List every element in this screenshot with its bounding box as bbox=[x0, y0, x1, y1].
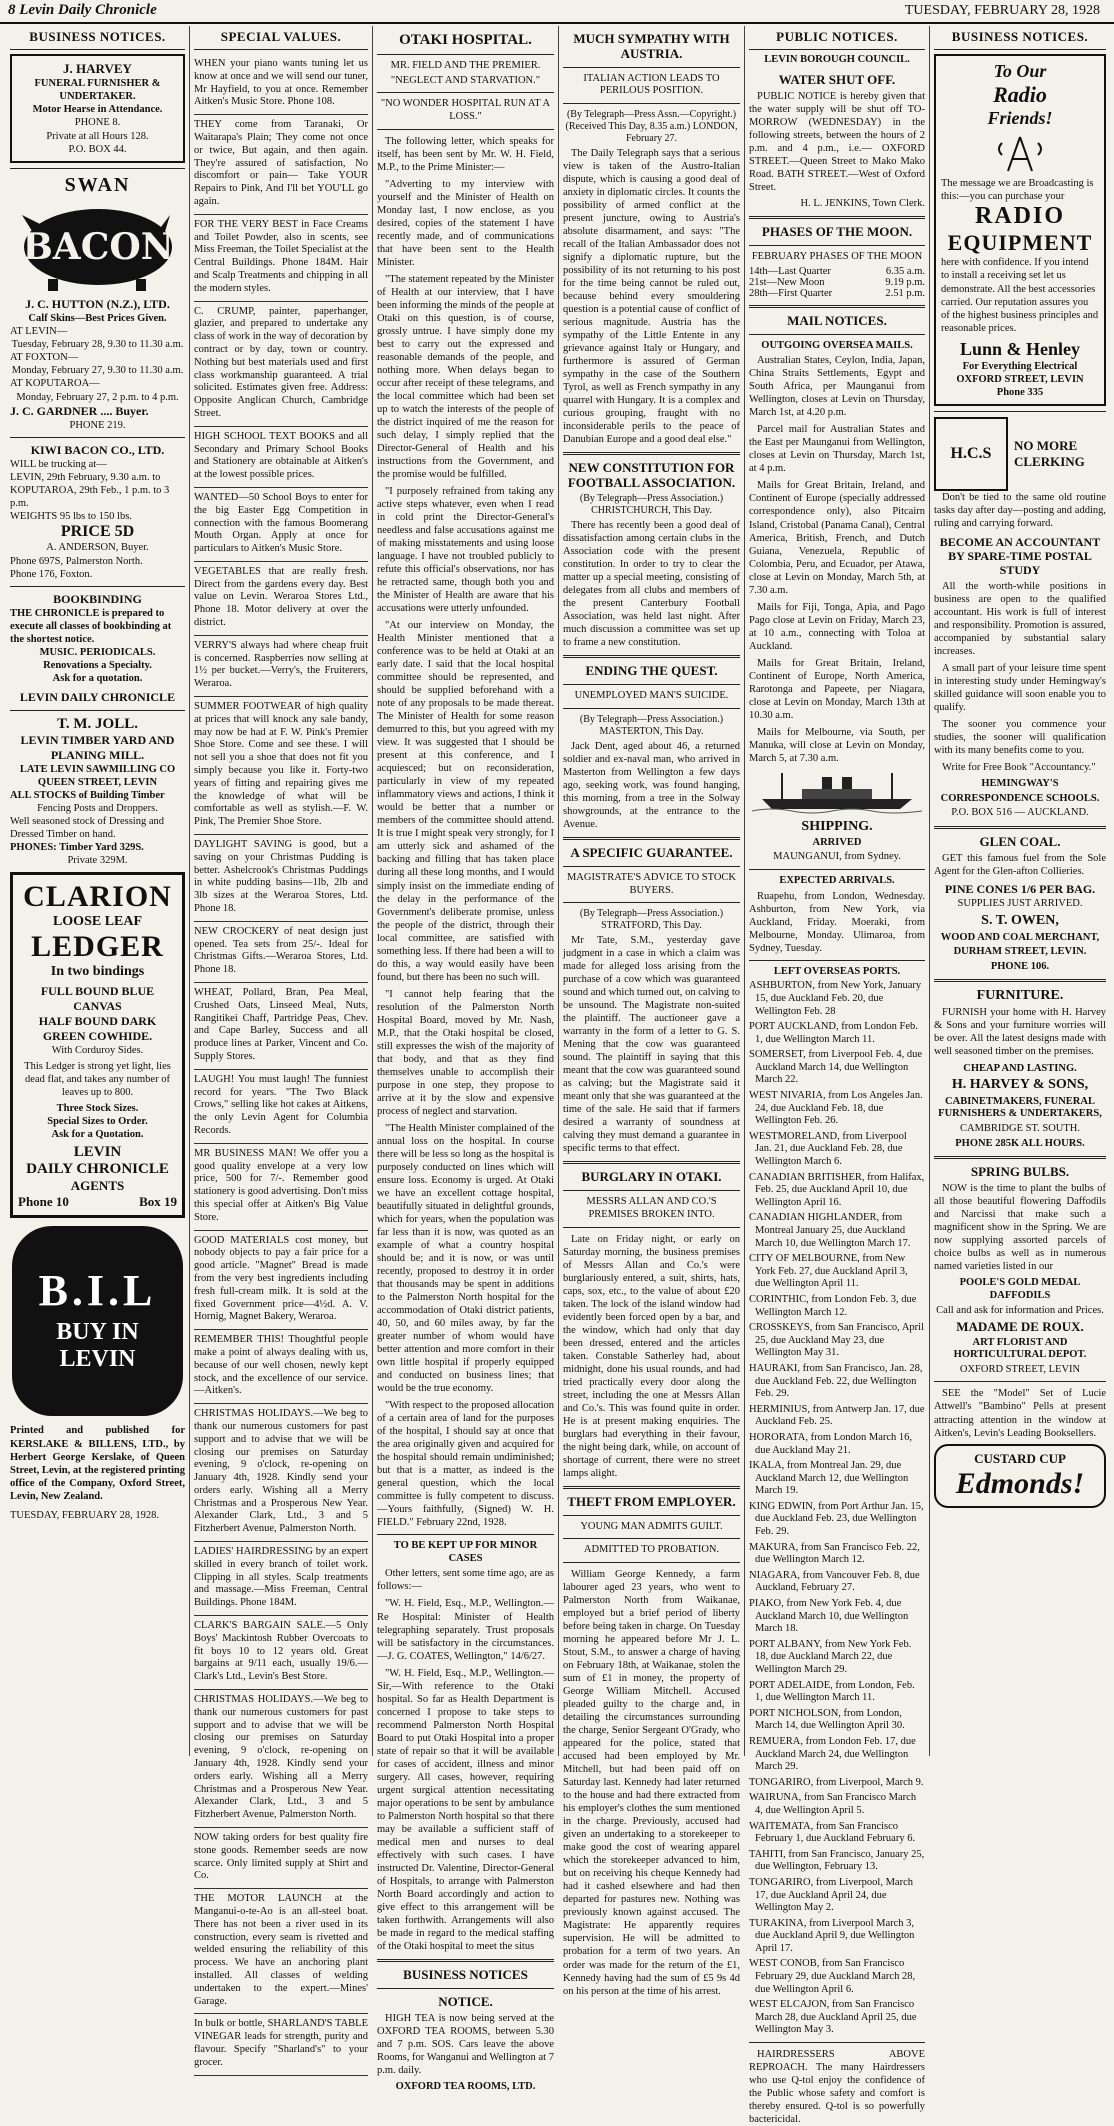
owen-line: S. T. OWEN, bbox=[981, 912, 1059, 928]
hutton-line: Monday, February 27, 9.30 to 11.30 a.m. bbox=[11, 365, 184, 377]
accountant-text bbox=[934, 580, 1106, 774]
masthead-date: TUESDAY, FEBRUARY 28, 1928 bbox=[904, 3, 1100, 18]
cheap-lasting: CHEAP AND LASTING. bbox=[963, 1062, 1077, 1074]
article-subhead: YOUNG MAN ADMITS GUILT. bbox=[580, 1520, 723, 1532]
radio-line: Friends! bbox=[987, 108, 1053, 128]
columns bbox=[6, 26, 1110, 2126]
mail-sub: OUTGOING OVERSEA MAILS. bbox=[761, 339, 913, 351]
notice-text: HIGH TEA is now being served at the OXFORD TEA ROOMS, between 5.30 and 7 p.m. SOS. Cars leave the above Rooms, for Wanganui and Wellington at 7 p.m. daily. bbox=[377, 2012, 554, 2076]
joll-line: LATE LEVIN SAWMILLING CO bbox=[19, 763, 176, 775]
bookbinding-sig: LEVIN DAILY CHRONICLE bbox=[19, 689, 176, 704]
ship-item: WEST NIVARIA, from Los Angeles Jan. 24, due Auckland Feb. 18, due Wellington Feb. 26. bbox=[749, 1090, 923, 1127]
hutton-title: J. C. HUTTON (N.Z.), LTD. bbox=[25, 296, 170, 311]
kiwi-line: WILL be trucking at— bbox=[10, 458, 107, 470]
classified-ad: THEY come from Taranaki, Or Waitarapa's Plain; They come not once or twice, But again, and then again. They're assured of satisfaction, No discomfort or pain— Take YOUR Repairs to Pink, And I'll bet YOU'LL go again. bbox=[194, 115, 368, 215]
ship-item: PORT ADELAIDE, from London, Feb. 1, due Wellington March 11. bbox=[749, 1679, 915, 1704]
joll-line: Private 329M. bbox=[67, 855, 128, 867]
hutton-line: AT KOPUTAROA— bbox=[10, 378, 100, 390]
harvey-line: CAMBRIDGE ST. SOUTH. bbox=[960, 1123, 1080, 1135]
article-subhead: MESSRS ALLAN AND CO.'S PREMISES BROKEN INTO. bbox=[586, 1196, 717, 1221]
masthead-title: 8 Levin Daily Chronicle bbox=[8, 2, 157, 18]
clarion-line: Three Stock Sizes. bbox=[56, 1103, 139, 1114]
classified-ad: HIGH SCHOOL TEXT BOOKS and all Secondary and Primary School Books and Stationery are obtainable at Aitken's at the lowest possible prices. bbox=[194, 427, 368, 488]
column-news bbox=[559, 26, 745, 1997]
classified-ad: FOR THE VERY BEST in Face Creams and Toilet Powder, also in scents, see Miss Freeman, the Toilet Specialist at the Central Buildings. Phone 184M. Hair and Scalp Treatments and chipping in all the modern styles. bbox=[194, 215, 368, 302]
article-paragraph: "With respect to the proposed allocation of a certain area of land for the purposes of the hospital, I should say at once that the area originally given and acquired for the hospital should remain undiminished; but that is a matter, as indeed is the general question, which the local committee is fully competent to discuss.—Yours faithfully, (Signed) W. H. FIELD." February 22nd, 1928. bbox=[377, 1400, 554, 1529]
model-set-text: SEE the "Model" Set of Lucie Attwell's "Bambino" Pells at present attracting attention in the window at Aitken's, Levin's Leading Booksellers. bbox=[934, 1388, 1106, 1439]
ship-item: NIAGARA, from Vancouver Feb. 8, due Auckland, February 27. bbox=[749, 1569, 920, 1594]
article-body bbox=[377, 1567, 554, 1952]
classified-ad: SUMMER FOOTWEAR of high quality at prices that will knock any sale bandy, may now be had at F. W. Pink's Premier Shoe Store. Come and see these. I will not sell you a shoe that does not fit you simply because you like it. Forty-two years of fitting and repairing gives me the knowledge of what will be comfortable as well as stylish.—F. W. Pink, The Premier Shoe Store. bbox=[194, 697, 368, 835]
ship-illustration bbox=[752, 769, 922, 813]
harvey-ad bbox=[10, 54, 185, 163]
ship-item: PORT ALBANY, from New York Feb. 18, due Auckland March 22, due Wellington March 29. bbox=[749, 1638, 912, 1676]
ship-item: CROSSKEYS, from San Francisco, April 25, due Auckland May 23, due Wellington May 31. bbox=[749, 1322, 925, 1359]
article-paragraph: The following letter, which speaks for itself, has been sent by Mr. W. H. Field, M.P., to the Prime Minister:— bbox=[377, 135, 554, 173]
ad-line: Motor Hearse in Attendance. bbox=[32, 104, 163, 116]
footer-date: TUESDAY, FEBRUARY 28, 1928. bbox=[10, 1510, 159, 1522]
roux-line: MADAME DE ROUX. bbox=[956, 1319, 1084, 1335]
accountant-title: BECOME AN ACCOUNTANT BY SPARE-TIME POSTAL STUDY bbox=[939, 535, 1101, 578]
mail-item: Parcel mail for Australian States and the East per Maunganui from Wellington, closes at Levin on Thursday, March 1st, at 4 p.m. bbox=[749, 424, 925, 475]
article-paragraph: "Adverting to my interview with yourself and the Minister of Health on Monday last, I now enclose, as you desired, copies of the statement I have recently made, and of communications that have been sent to the Health Minister. bbox=[377, 178, 554, 268]
left-ports-title: LEFT OVERSEAS PORTS. bbox=[773, 965, 901, 977]
ship-item: PORT AUCKLAND, from London Feb. 1, due Wellington March 11. bbox=[749, 1021, 918, 1045]
clarion-line: With Corduroy Sides. bbox=[51, 1044, 144, 1056]
moon-row bbox=[749, 288, 925, 299]
article-text: Late on Friday night, or early on Saturday morning, the business premises of Messrs Allan and Co.'s were burglariously entered, a suit, shirts, hats, caps, sox, etc., to the value of about £20 taken. The lock of the island window had evidently been forced open by a bar, and the window, which had only that day been dressed, entered and the articles taken. Constable Satherley had, about midnight, done his usual rounds, and had tried practically every door along the street, including the one at Messrs Allan and Co.'s. This was found quite in order. He is at present making enquiries. The burglars had everything in their favour, the night being dark, while, on account of shortage of current, there were no street lamps alight. bbox=[563, 1233, 740, 1479]
ship-item: WAITEMATA, from San Francisco February 1, due Auckland February 6. bbox=[749, 1820, 916, 1845]
lunn-line: Phone 335 bbox=[996, 387, 1044, 399]
article-title: MUCH SYMPATHY WITH AUSTRIA. bbox=[573, 31, 730, 61]
harvey-line: PHONE 285K ALL HOURS. bbox=[955, 1137, 1085, 1149]
kiwi-title: KIWI BACON CO., LTD. bbox=[30, 442, 165, 457]
ship-item: IKALA, from Montreal Jan. 29, due Auckland March 12, due Wellington March 19. bbox=[749, 1460, 909, 1497]
classified-ad: VERRY'S always had where cheap fruit is concerned. Raspberries now selling at 1½ per bucket.—Verry's, the Fruiterers, Weraroa. bbox=[194, 636, 368, 697]
owen-line: WOOD AND COAL MERCHANT, bbox=[940, 931, 1100, 943]
kiwi-line: Phone 176, Foxton. bbox=[10, 568, 93, 580]
harvey-sons: H. HARVEY & SONS, bbox=[951, 1077, 1089, 1093]
moon-sub: FEBRUARY PHASES OF THE MOON bbox=[751, 251, 923, 263]
hairdressers-text: HAIRDRESSERS ABOVE REPROACH. The many Hairdressers who use Q-tol enjoy the confidence of the Public whose safety and comfort is thereby ensured. Q-tol is so powerfully bactericidal. bbox=[749, 2049, 925, 2126]
ship-item: TURAKINA, from Liverpool March 3, due Auckland April 9, due Wellington April 17. bbox=[749, 1917, 915, 1954]
arrived-text: MAUNGANUI, from Sydney. bbox=[773, 851, 901, 863]
accountant-paragraph: The sooner you commence your studies, the sooner will qualification with its many benefits come to you. bbox=[934, 718, 1106, 756]
kiwi-line: Phone 697S, Palmerston North. bbox=[10, 555, 143, 567]
hemingway-line: P.O. BOX 516 — AUCKLAND. bbox=[951, 807, 1089, 819]
article-title: BURGLARY IN OTAKI. bbox=[581, 1169, 722, 1185]
clarion-phone: Phone 10 bbox=[18, 1194, 69, 1210]
roux-line: ART FLORIST AND HORTICULTURAL DEPOT. bbox=[953, 1336, 1087, 1361]
furniture-title: FURNITURE. bbox=[976, 988, 1064, 1004]
ad-line: PHONE 8. bbox=[74, 117, 121, 129]
article-paragraph: Other letters, sent some time ago, are as follows:— bbox=[377, 1568, 554, 1593]
hutton-line: AT LEVIN— bbox=[10, 325, 68, 337]
spring-bulbs-text: NOW is the time to plant the bulbs of all those beautiful flowering Daffodils and Narcissi that make such a magnificent show in the Spring. We are now supplying assorted parcels of choice bulbs as well as in numerous named varieties listed in our bbox=[934, 1183, 1106, 1273]
classified-ad: VEGETABLES that are really fresh. Direct from the gardens every day. Best value on Levin. Weraroa Stores Ltd., Phone 18. Motor delivery at over the district. bbox=[194, 562, 368, 636]
classified-ad: NEW CROCKERY of neat design just opened. Tea sets from 25/-. Ideal for Christmas Gifts.—Weraroa Stores, Ltd. Phone 18. bbox=[194, 922, 368, 983]
bookbinding-line: Ask for a quotation. bbox=[52, 673, 143, 685]
joll-line: QUEEN STREET, LEVIN bbox=[37, 776, 158, 788]
bookbinding-title: BOOKBINDING bbox=[53, 591, 142, 606]
article-text: Mr Tate, S.M., yesterday gave judgment in a case in which a claim was made for alleged loss arising from the purchase of a cow which was guaranteed sound and which turned out, on calving to be unsound. The Magistrate non-suited the plaintiff. The auctioneer gave a warranty in the form of a letter to G. S. Mening that the cow was guaranteed sound. The plaintiff in saying that this meant that the cow was guaranteed sound as calving; but the Magistrate said it meant only that she was guaranteed at the time of the sale. He said that if farmers desired a warranty of soundness at calving they must demand a guarantee in specific terms to that effect. bbox=[563, 935, 740, 1155]
lunn-title: Lunn & Henley bbox=[959, 339, 1081, 359]
radio-big: EQUIPMENT bbox=[947, 230, 1093, 256]
hemingway-line: CORRESPONDENCE SCHOOLS. bbox=[940, 792, 1100, 804]
accountant-paragraph: Write for Free Book "Accountancy." bbox=[942, 762, 1096, 774]
ship-item: HAURAKI, from San Francisco, Jan. 28, due Auckland Feb. 22, due Wellington Feb. 29. bbox=[749, 1362, 923, 1400]
mail-item: Mails for Great Britain, Ireland, and Continent of Europe (specially addressed correspondence only), also Pitcairn Island, Cristobal (Panama Canal), Central America, British, French, and Dutch Guiana, Venezuela, Republic of Colombia, Peru, and Ecuador, per Atawa, close at Levin on Monday, March 5th, at 7.30 a.m. bbox=[749, 480, 925, 596]
roux-line: OXFORD STREET, LEVIN bbox=[959, 1363, 1081, 1375]
ship-item: TONGARIRO, from Liverpool, March 17, due Auckland April 24, due Wellington May 2. bbox=[749, 1876, 913, 1914]
classified-ad: WHEN your piano wants tuning let us know at once and we will send our tuner, Mr Hayfield, to you at once. Remember Aitken's Music Store. Phone 108. bbox=[194, 54, 368, 115]
hemingway-line: HEMINGWAY'S bbox=[981, 778, 1059, 790]
radio-text: The message we are Broadcasting is this:—you can purchase your bbox=[941, 178, 1094, 203]
column-header: BUSINESS NOTICES. bbox=[10, 26, 185, 50]
kiwi-line: KOPUTAROA, 29th Feb., 1 p.m. to 3 p.m. bbox=[10, 485, 170, 510]
notice-title: NOTICE. bbox=[438, 1993, 493, 2009]
classified-ad: C. CRUMP, painter, paperhanger, glazier, and prepared to undertake any class of work in the way of decoration by contract or by day, town or country. Nothing but best materials used and first class workmanship guaranteed. A trial solicited. Estimates given free. Address: Opposite Anglican Church, Cambridge Street. bbox=[194, 302, 368, 427]
moon-time: 2.51 p.m. bbox=[885, 287, 925, 299]
expected-text: Ruapehu, from London, Wednesday. Ashburton, from New York, via Auckland, Friday. Moeraki, from Melbourne, Monday. Ulimaroa, from Sydney, Tuesday. bbox=[749, 890, 925, 954]
bacon-text: BACON bbox=[21, 225, 174, 268]
article-text: Jack Dent, aged about 46, a returned soldier and ex-naval man, who arrived in Masterton from Wellington a few days ago, seeking work, was found hanging, this morning, from a tree in the Solway showgrounds, at the entrance to the Avenue. bbox=[563, 740, 740, 831]
article-subhead: ITALIAN ACTION LEADS TO PERILOUS POSITION. bbox=[583, 72, 720, 97]
article-subhead: "NEGLECT AND STARVATION." bbox=[390, 74, 541, 86]
kiwi-price: PRICE 5D bbox=[60, 523, 135, 541]
ad-line: FUNERAL FURNISHER & UNDERTAKER. bbox=[34, 78, 161, 103]
article-subhead: ADMITTED TO PROBATION. bbox=[583, 1544, 720, 1556]
classified-ad: In bulk or bottle, SHARLAND'S TABLE VINEGAR leads for strength, purity and flavour. Specify "Sharland's" to your grocer. bbox=[194, 2014, 368, 2075]
spring-bulbs-title: SPRING BULBS. bbox=[970, 1164, 1070, 1180]
edmonds-logo: Edmonds! bbox=[955, 1466, 1085, 1500]
ad-line: Private at all Hours 128. bbox=[46, 130, 149, 142]
article-paragraph: "I cannot help fearing that the resolution of the Palmerston North Hospital Board, moved by Mr. Nash, M.P., that the Otaki hospital be closed, still expresses the wish of the majority of that body, and that as they find themselves unable to accomplish their purpose in one step, they propose to arrive at it by the slow and expensive process of neglect and starvation. bbox=[377, 988, 554, 1117]
column-business-notices bbox=[6, 26, 190, 1756]
poole-daffodils: POOLE'S GOLD MEDAL DAFFODILS bbox=[959, 1277, 1081, 1301]
pig-logo bbox=[18, 201, 178, 293]
column-header: PUBLIC NOTICES. bbox=[749, 26, 925, 50]
clarion-ledger: LEDGER bbox=[31, 929, 164, 963]
radio-text: here with confidence. If you intend to install a receiving set let us demonstrate. All the best accessories carried. Our reputation assures you of the highest business principles and reasonable prices. bbox=[941, 257, 1099, 334]
article-text: There has recently been a good deal of dissatisfaction among certain clubs in the Association code with the present constitution. In order to try to clear the matter up a special meeting, consisting of delegates from all clubs and members of the present Canterbury Football Association, was held last night. After much discussion a committee was set up to frame a new constitution. bbox=[563, 520, 740, 649]
mail-list bbox=[749, 354, 925, 764]
article-subhead: "NO WONDER HOSPITAL RUN AT A LOSS." bbox=[380, 98, 551, 123]
clarion-text: This Ledger is strong yet light, lies dead flat, and takes any number of leaves up to 800. bbox=[24, 1060, 171, 1098]
lunn-line: OXFORD STREET, LEVIN bbox=[956, 374, 1084, 386]
clarion-line: FULL BOUND BLUE CANVAS bbox=[40, 983, 155, 1013]
moon-phase: 28th—First Quarter bbox=[749, 287, 833, 299]
joll-line: PHONES: Timber Yard 329S. bbox=[10, 842, 144, 854]
owen-line: PHONE 106. bbox=[990, 960, 1050, 972]
bil-logo: B.I.L bbox=[38, 1266, 157, 1316]
hcs-text: Don't be tied to the same old routine tasks day after day—posting and adding, ruling and carrying forward. bbox=[934, 492, 1106, 530]
ship-item: TONGARIRO, from Liverpool, March 9. bbox=[749, 1776, 924, 1788]
ship-item: HERMINIUS, from Antwerp Jan. 17, due Auckland Feb. 25. bbox=[749, 1403, 925, 1428]
ship-item: KING EDWIN, from Port Arthur Jan. 15, due Auckland Feb. 23, due Wellington Feb. 29. bbox=[749, 1500, 924, 1538]
hutton-phone: PHONE 219. bbox=[69, 419, 126, 431]
ship-item: CANADIAN HIGHLANDER, from Montreal January 25, due Auckland March 10, due Wellington March 17. bbox=[749, 1212, 911, 1249]
ship-item: REMUERA, from London Feb. 17, due Auckland March 24, due Wellington March 29. bbox=[749, 1735, 916, 1773]
article-credit: (By Telegraph—Press Assn.—Copyright.) (Received This Day, 8.35 a.m.) LONDON, February 27. bbox=[565, 109, 738, 145]
ad-title: J. HARVEY bbox=[63, 61, 132, 76]
column-business-notices-2 bbox=[930, 26, 1110, 1756]
clarion-line: DAILY CHRONICLE bbox=[26, 1161, 169, 1178]
ship-item: PORT NICHOLSON, from London, March 14, due Wellington April 30. bbox=[749, 1707, 905, 1732]
glen-coal-text: GET this famous fuel from the Sole Agent for the Glen-afton Collieries. bbox=[934, 852, 1106, 877]
clarion-line: HALF BOUND DARK GREEN COWHIDE. bbox=[38, 1013, 157, 1043]
council-name: LEVIN BOROUGH COUNCIL. bbox=[764, 54, 910, 65]
classified-ad: REMEMBER THIS! Thoughtful people make a point of always dealing with us, because of our well chosen, newly kept stock, and the excellence of our service.—Aitken's. bbox=[194, 1330, 368, 1404]
article-title: NEW CONSTITUTION FOR FOOTBALL ASSOCIATION. bbox=[567, 460, 736, 491]
clarion-line: LOOSE LEAF bbox=[52, 913, 143, 929]
article-paragraph: "W. H. Field, Esq., M.P., Wellington.—Sir,—With reference to the Otaki hospital. So far as Health Department is concerned I propose to take steps to recommend Palmerston North Hospital Board to put Otaki Hospital into a proper state of repair so that it will be available for cases of accident, illness and minor surgery. All cases, however, requiring urgent surgical attention necessitating major operations to be sent by ambulance to Palmerston North hospital so that there may be available a sufficient staff of medical men and nurses to deal effectively with such cases. I have instructed Dr. Valentine, Director-General of Hospitals, to arrange with Palmerston North Board accordingly and action to give effect to this arrangement will be taken forthwith. Arrangements will also be made in regard to the medical staffing of the Otaki hospital to meet the situs bbox=[377, 1667, 554, 1952]
ship-item: HORORATA, from London March 16, due Auckland May 21. bbox=[749, 1431, 913, 1456]
classified-ad: WANTED—50 School Boys to enter for the big Easter Egg Competition in connection with the famous Boomerang Mouth Organ. Apply at once for particulars to Aitken's Music Store. bbox=[194, 488, 368, 562]
poole-line: Call and ask for information and Prices. bbox=[936, 1304, 1104, 1316]
clarion-line: Special Sizes to Order. bbox=[47, 1116, 148, 1128]
article-subhead: MAGISTRATE'S ADVICE TO STOCK BUYERS. bbox=[566, 872, 737, 896]
ad-line: P.O. BOX 44. bbox=[68, 143, 127, 155]
mail-item: Mails for Fiji, Tonga, Apia, and Pago Pago close at Levin on Friday, March 23, at 10 a.m., connecting with Toloa at Auckland. bbox=[749, 601, 925, 652]
classified-ad: LAUGH! You must laugh! The funniest record for years. "The Two Black Crows," selling like hot cakes at Aitkens, the only Levin Agent for Columbia Records. bbox=[194, 1070, 368, 1144]
water-sig: H. L. JENKINS, Town Clerk. bbox=[800, 197, 925, 209]
clarion-line: LEVIN bbox=[73, 1144, 122, 1161]
bookbinding-line: MUSIC. PERIODICALS. bbox=[39, 647, 156, 659]
mail-title: MAIL NOTICES. bbox=[787, 312, 887, 328]
ship-item: WESTMORELAND, from Liverpool Jan. 21, due Auckland Feb. 28, due Wellington March 6. bbox=[749, 1130, 907, 1168]
radio-ad bbox=[934, 54, 1106, 406]
article-text: The Daily Telegraph says that a serious view is taken of the Austro-Italian dispute, which is causing a good deal of anxiety in diplomatic circles. It counts the possibility of armed conflict at the present juncture, owing to Austria's absolute disarmament, and says: "The recall of the Italian Ambassador does not signify a diplomatic rupture, but the possibility of its not returning to his post for the time being cannot be ruled out, because behind every smouldering question is a potential cause of conflict of serious magnitude. Austria has the sympathy of the Little Entente in any grievance against Italy or Hungary, and furthermore is assured of German sympathy in the case of the Southern Tyrol, as well as French sympathy in any quarrel with Hungary. It is a complex and curious grouping, fraught with no inconsiderable perils to the peace of Danubian Europe and a good deal else." bbox=[563, 148, 740, 446]
bil-line: BUY IN bbox=[56, 1319, 139, 1346]
joll-sub: LEVIN TIMBER YARD AND PLANING MILL. bbox=[20, 732, 175, 762]
furniture-text: FURNISH your home with H. Harvey & Sons and your furniture worries will be over. All the latest designs made with well seasoned timber on the premises. bbox=[934, 1007, 1106, 1058]
article-text: William George Kennedy, a farm labourer aged 23 years, who went to Palmerston North from Waikanae, employed but a brief period of liberty before being taken in charge. On Tuesday morning he appeared before Mr J. L. Stout, S.M., to answer a charge of having on February 18th, at Waikanae, stolen the sum of £1 in money, the property of George William Mitchell. Accused pleaded guilty to the charge and, in detailing the circumstances surrounding the charge, Senior Sergeant O'Grady, who appeared for the police, stated that accused had been employed by Mr. Mitchell, but had been paid off on Saturday last. Kennedy had later returned to the house and had there extracted from his employer's clothes the sum mentioned in the charge. Previously, accused had given an undertaking to a storekeeper to make good the cost of wearing apparel which the storekeeper advanced to him, but on receiving his cheque Kennedy had had it cashed elsewhere and had then departed for pastures new. Nothing was previously known against accused. The Magistrate: He apparently requires supervision. He will be admitted to probation for a term of two years. An order was made for the return of the £1, Kennedy having had the sum of £5 9s 4d on his person at the time of his arrest. bbox=[563, 1569, 740, 1997]
ship-item: MAKURA, from San Francisco Feb. 22, due Wellington March 12. bbox=[749, 1541, 920, 1566]
ship-item: CORINTHIC, from London Feb. 3, due Wellington March 12. bbox=[749, 1293, 917, 1318]
clarion-line: In two bindings bbox=[50, 963, 145, 979]
classified-ad: CHRISTMAS HOLIDAYS.—We beg to thank our numerous customers for past support and to advise that we will be closing our premises on Saturday evening, 9 o'clock, re-opening on January 4th, 1928. Kindly send your orders early. Wishing all a Merry Christmas and a Prosperous New Year. Alexander Clark, Ltd., 3 and 5 Fitzherbert Avenue, Palmerston North. bbox=[194, 1690, 368, 1828]
radio-tower-icon bbox=[990, 133, 1050, 173]
classified-ad: MR BUSINESS MAN! We offer you a good quality envelope at a very low price, 500 for 7/-. Remember good stationery is good advertising. Don't miss this special offer at Aitken's Big Value Store. bbox=[194, 1144, 368, 1231]
classified-ad: DAYLIGHT SAVING is good, but a saving on your Christmas Pudding is better. Ashelcrook's Christmas Puddings in white pudding basins—1lb, 2lb and 3lb sizes at the Weraroa Stores, Ltd. Phone 18. bbox=[194, 835, 368, 922]
bookbinding-line: Renovations a Specialty. bbox=[43, 660, 152, 672]
joll-line: Well seasoned stock of Dressing and Dressed Timber on hand. bbox=[10, 816, 164, 841]
mail-item: Australian States, Ceylon, India, Japan, China Straits Settlements, Egypt and South Africa, per Maunganui from Wellington, closes at Levin on Thursday, March 1st, at 4.20 p.m. bbox=[749, 355, 925, 419]
classified-ad: GOOD MATERIALS cost money, but nobody objects to pay a fair price for a good article. "Magnet" Bread is made from the very best ingredients including fresh full-cream milk. It is sold at the fixed Government price—4½d. A. V. Hornig, Magnet Bakery, Weraroa. bbox=[194, 1231, 368, 1331]
article-credit: (By Telegraph—Press Association.) MASTERTON, This Day. bbox=[579, 713, 724, 737]
classified-ad: THE MOTOR LAUNCH at the Manganui-o-te-Ao is an all-steel boat. There has not been a river used in its construction, every seam is rivetted and welded ensuring the reliability of this process. We have an anchoring plant installed. All classes of welding undertaken to the expert.—Mines' Garage. bbox=[194, 1889, 368, 2014]
moon-row bbox=[749, 277, 925, 288]
arrived-title: ARRIVED bbox=[812, 836, 862, 848]
column-otaki-hospital bbox=[373, 26, 559, 2092]
joll-line: ALL STOCKS of Building Timber bbox=[10, 789, 165, 801]
ship-item: WEST CONOB, from San Francisco February 29, due Auckland March 28, due Wellington April 6. bbox=[749, 1958, 916, 1995]
ship-item: WEST ELCAJON, from San Francisco March 28, due Auckland April 25, due Wellington May 3. bbox=[749, 1999, 917, 2036]
glen-coal-title: GLEN COAL. bbox=[979, 833, 1061, 849]
hutton-line: AT FOXTON— bbox=[10, 352, 79, 364]
bil-line: LEVIN bbox=[59, 1346, 136, 1373]
kiwi-line: LEVIN, 29th February, 9.30 a.m. to bbox=[10, 471, 161, 483]
moon-phase: 21st—New Moon bbox=[749, 276, 825, 288]
article-subhead: UNEMPLOYED MAN'S SUICIDE. bbox=[574, 690, 729, 702]
imprint: Printed and published for KERSLAKE & BILLENS, LTD., by Herbert George Kerslake, of Queen Street, Levin, at the registered printing office of the Company, Oxford Street, Levin, New Zealand. bbox=[10, 1425, 185, 1502]
article-paragraph: "At our interview on Monday, the Health Minister mentioned that a conference was to be held at Otaki at an early date. I said that the local hospital committee should be represented, and should be supplied beforehand with a note of any proposals to be made thereat. The Minister of Health for some reason demurred to this, but you agreed with my view. It was suggested that I should be present at this conference, and I acquiesced; but on reconsideration, particularly in view of my repeated inflammatory views and actions, I think it would be better that a number or members of the committee should attend. It is true I might speak very strongly, for I am utterly sick and ashamed of the backing and filling that has taken place during all these long months, and I would simply insist on the immediate ending of the delay in the performance of the Government's deliberate promise, unless the people of the district, through their local committee, are satisfied with something less. If there had been a will to do this, a way would easily have been found, but there has been no such will. bbox=[377, 620, 554, 983]
hcs-line: NO MORE bbox=[1014, 438, 1078, 454]
joll-line: Fencing Posts and Droppers. bbox=[37, 802, 158, 814]
business-notices-title: BUSINESS NOTICES bbox=[403, 1966, 528, 1982]
column-header: SPECIAL VALUES. bbox=[194, 26, 368, 50]
moon-time: 9.19 p.m. bbox=[885, 276, 925, 288]
article-title: A SPECIFIC GUARANTEE. bbox=[570, 845, 733, 861]
clarion-line: AGENTS bbox=[70, 1178, 125, 1194]
accountant-paragraph: A small part of your leisure time spent in interesting study under Hemingway's skilled guidance will soon enable you to qualify. bbox=[934, 662, 1106, 713]
classified-ad: LADIES' HAIRDRESSING by an expert skilled in every branch of toilet work. Clipping in all styles. Scalp treatments and massage.—Miss Freeman, Central Buildings. Phone 184M. bbox=[194, 1542, 368, 1616]
custard-cup: CUSTARD CUP bbox=[974, 1450, 1066, 1466]
clarion-box: Box 19 bbox=[139, 1194, 177, 1210]
bil-buy-in-levin-ad bbox=[12, 1226, 183, 1416]
mail-item: Mails for Great Britain, Ireland, Continent of Europe, North America, Rarotonga and Papeete, per Niagara, close at Levin on Monday, March 13th at 10.30 a.m. bbox=[749, 657, 925, 721]
moon-row bbox=[749, 266, 925, 277]
classified-ad: NOW taking orders for best quality fire stone goods. Remember seeds are now scarce. Only limited supply at Shirt and Co. bbox=[194, 1828, 368, 1889]
radio-line: To Our bbox=[993, 61, 1047, 81]
article-title: THEFT FROM EMPLOYER. bbox=[567, 1493, 736, 1509]
article-credit: (By Telegraph—Press Association.) STRATFORD, This Day. bbox=[579, 908, 724, 932]
kiwi-line: WEIGHTS 95 lbs to 150 lbs. bbox=[10, 511, 132, 523]
article-title: ENDING THE QUEST. bbox=[585, 663, 718, 679]
bookbinding-text: THE CHRONICLE is prepared to execute all classes of bookbinding at the shortest notice. bbox=[10, 607, 172, 645]
clarion-title: CLARION bbox=[23, 879, 172, 913]
hutton-line: Calf Skins—Best Prices Given. bbox=[28, 312, 167, 324]
classified-ad: CLARK'S BARGAIN SALE.—5 Only Boys' Mackintosh Rubber Overcoats to fit boys 10 to 12 years old. Great bargains at 9/11 each, usually 19/6.—Clark's Ltd., Levin's Best Store. bbox=[194, 1616, 368, 1690]
article-paragraph: "The Health Minister complained of the annual loss on the hospital. In course there will be less so long as the hospital is purposely conducted on lines which will ensure loss. Economy is urged. At Otaki we have an excellent cottage hospital, beautifully situated in delightful grounds, which for years, when the population was far less than it is now, was quoted as an example of what a country hospital should be; and it is now, or was until recently, proposed to destroy it in order that thousands may be spent in additions to the Palmerston North hospital for the accommodation of Otaki district patients, 40, 50, and 60 miles away, by far the greater number of whom would have better attention and more comfort in their own little hospital if properly equipped and conducted on business lines; that would be the true economy. bbox=[377, 1122, 554, 1395]
article-paragraph: "I purposely refrained from taking any active steps whatever, even when I read in cold print the Director-General's needless and false accusations against me of making misstatements and using loose language. I have not troubled publicly to refute this official's observations, nor has he retracted same, though both you and the Minister of Health are aware that his accusations were utterly unfounded. bbox=[377, 486, 554, 615]
hcs-ad bbox=[934, 417, 1106, 491]
article-title: OTAKI HOSPITAL. bbox=[399, 32, 532, 48]
moon-time: 6.35 a.m. bbox=[885, 265, 925, 277]
hcs-logo: H.C.S bbox=[934, 417, 1008, 491]
masthead bbox=[0, 0, 1114, 24]
ship-item: CANADIAN BRITISHER, from Halifax, Feb. 25, due Auckland April 10, due Wellington April 16. bbox=[749, 1171, 925, 1208]
radio-line: Radio bbox=[993, 82, 1047, 107]
accountant-paragraph: All the worth-while positions in business are open to the qualified accountant. His work is full of interest and responsibility. Promotion is assured, accompanied by substantial salary increases. bbox=[934, 580, 1106, 657]
pine-cones: PINE CONES 1/6 PER BAG. bbox=[944, 881, 1096, 896]
left-ports-list bbox=[749, 980, 925, 2037]
shipping-title: SHIPPING. bbox=[801, 818, 873, 834]
moon-phase: 14th—Last Quarter bbox=[749, 265, 831, 277]
lunn-line: For Everything Electrical bbox=[962, 361, 1078, 372]
edmonds-ad bbox=[934, 1444, 1106, 1508]
moon-title: PHASES OF THE MOON. bbox=[761, 224, 913, 240]
column-public-notices bbox=[745, 26, 930, 2126]
kiwi-line: A. ANDERSON, Buyer. bbox=[46, 542, 149, 554]
hcs-line: CLERKING bbox=[1014, 454, 1085, 470]
column-header: BUSINESS NOTICES. bbox=[934, 26, 1106, 50]
ship-item: CITY OF MELBOURNE, from New York Feb. 27, due Auckland April 3, due Wellington April 11. bbox=[749, 1253, 908, 1290]
article-paragraph: "W. H. Field, Esq., M.P., Wellington.—Re Hospital: Minister of Health telegraphing separately. Trust proposals will be satisfactory in the circumstances.—J. G. COATES, Wellington," 14/6/27. bbox=[377, 1598, 554, 1662]
water-title: WATER SHUT OFF. bbox=[778, 71, 896, 87]
article-subhead: TO BE KEPT UP FOR MINOR CASES bbox=[393, 1540, 538, 1564]
swan-title: SWAN bbox=[64, 173, 131, 196]
special-values-list bbox=[194, 54, 368, 2076]
notice-sig: OXFORD TEA ROOMS, LTD. bbox=[395, 2080, 536, 2092]
article-body bbox=[377, 135, 554, 1530]
column-special-values bbox=[190, 26, 373, 2068]
ship-item: TAHITI, from San Francisco, January 25, due Wellington, February 13. bbox=[749, 1848, 925, 1873]
ship-item: WAIRUNA, from San Francisco March 4, due Wellington April 5. bbox=[749, 1792, 917, 1816]
article-paragraph: "The statement repeated by the Minister of Health at our interview, that I have been informing the minds of the people at Otaki on this question, is of course, grossly untrue. I have simply done my best to carry out the expressed and reasonable demands of the people, and nothing more. When delays began to occur after receipt of these telegrams, and the local committee which had been set up to watch the interests of the people of the district inquired of me the reason for such delay, I simply replied that the Director-General of Health and his instructions from the Government, and the promise would be fulfilled. bbox=[377, 273, 554, 481]
water-text: PUBLIC NOTICE is hereby given that the water supply will be shut off TO-MORROW (WEDNESDAY) in the following streets, between the hours of 2 p.m. and 4 p.m., i.e.— OXFORD STREET.—Queen Street to Mako Mako Road. BATH STREET.—West of Oxford Street. bbox=[749, 90, 925, 193]
clarion-contacts bbox=[18, 1194, 177, 1210]
clarion-ledger-ad bbox=[10, 872, 185, 1219]
ship-item: SOMERSET, from Liverpool Feb. 4, due Auckland March 14, due Wellington March 22. bbox=[749, 1049, 923, 1086]
ship-item: ASHBURTON, from New York, January 15, due Auckland Feb. 20, due Wellington Feb. 28 bbox=[749, 980, 922, 1017]
article-subhead: MR. FIELD AND THE PREMIER. bbox=[390, 60, 541, 72]
hutton-line: Tuesday, February 28, 9.30 to 11.30 a.m. bbox=[11, 339, 184, 350]
article-credit: (By Telegraph—Press Association.) CHRISTCHURCH, This Day. bbox=[579, 493, 724, 517]
radio-big: RADIO bbox=[974, 203, 1065, 230]
clarion-line: Ask for a Quotation. bbox=[51, 1129, 144, 1141]
mail-item: Mails for Melbourne, via South, per Manuka, will close at Levin on Monday, March 5, at 7.30 a.m. bbox=[749, 726, 925, 764]
classified-ad: WHEAT, Pollard, Bran, Pea Meal, Crushed Oats, Linseed Meal, Nuts, Rangitikei Chaff, Partridge Peas, Chev. and Cape Barley, Success and all produce lines at Parker, Vincent and Co. Supply Stores. bbox=[194, 983, 368, 1070]
owen-line: DURHAM STREET, LEVIN. bbox=[953, 946, 1087, 958]
classified-ad: CHRISTMAS HOLIDAYS.—We beg to thank our numerous customers for past support and to advise that we will be closing our premises on Saturday evening, 9 o'clock, re-opening on January 4th, 1928. Kindly send your orders early. Wishing all a Merry Christmas and a Prosperous New Year. Alexander Clark, Ltd., 3 and 5 Fitzherbert Avenue, Palmerston North. bbox=[194, 1404, 368, 1542]
joll-title: T. M. JOLL. bbox=[57, 715, 138, 732]
ship-item: PIAKO, from New York Feb. 4, due Auckland March 10, due Wellington March 18. bbox=[749, 1598, 909, 1635]
supplies: SUPPLIES JUST ARRIVED. bbox=[957, 898, 1083, 910]
expected-title: EXPECTED ARRIVALS. bbox=[779, 875, 895, 887]
hutton-line: Monday, February 27, 2 p.m. to 4 p.m. bbox=[16, 391, 179, 403]
harvey-line: CABINETMAKERS, FUNERAL FURNISHERS & UNDERTAKERS, bbox=[938, 1095, 1102, 1120]
hutton-buyer: J. C. GARDNER .... Buyer. bbox=[10, 403, 149, 418]
